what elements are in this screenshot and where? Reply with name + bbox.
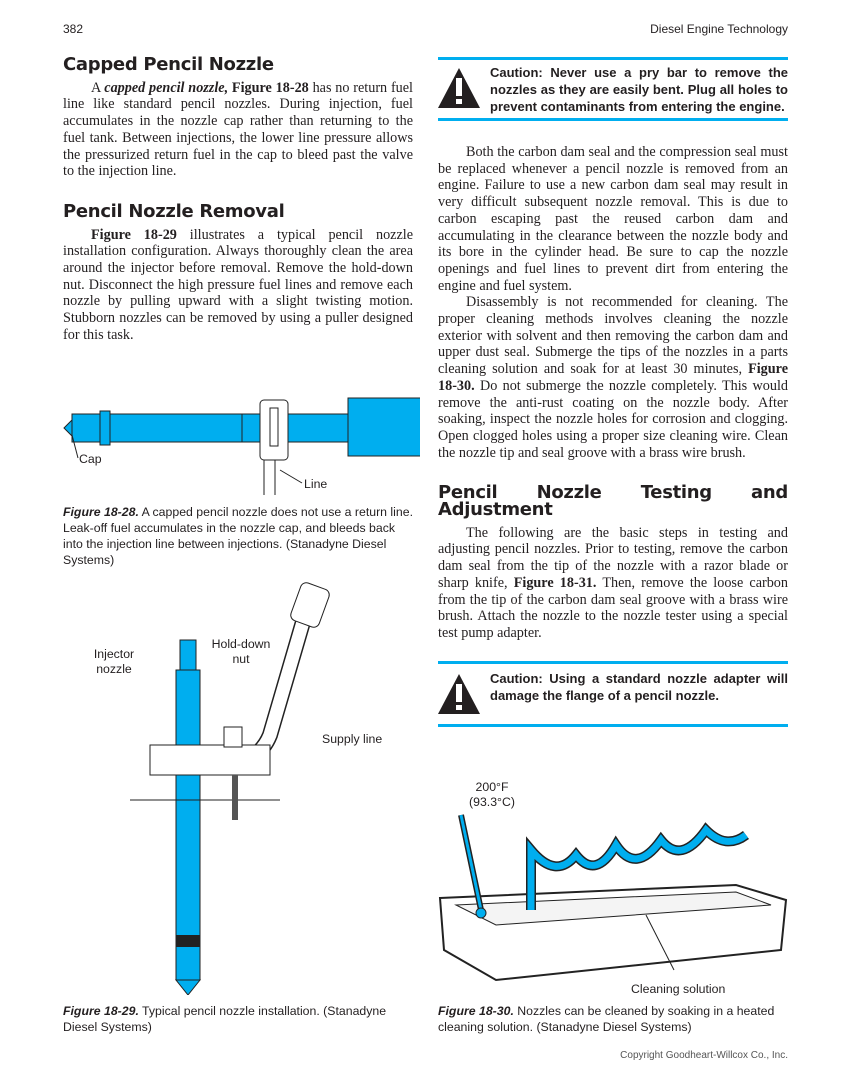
figure-18-28-caption: Figure 18-28. A capped pencil nozzle does not use a return line. Leak-off fuel accumulates in the nozzle cap, and bleeds back into the injection line between injections. (Stanadyne Diesel Systems) [63,505,413,567]
caution-box-pry-bar: Caution: Never use a pry bar to remove the nozzles as they are easily bent. Plug all holes to prevent contaminants from entering the engine. [438,57,788,121]
paragraph: The following are the basic steps in testing and adjusting pencil nozzles. Prior to testing, remove the carbon dam seal from the tip of the nozzle with a razor blade or sharp knife, Figure 18-31. Then, remove the loose carbon from the tip of the carbon dam seal groove with a brass wire brush. Attach the nozzle to the nozzle tester using a special test pump adapter. [438,524,788,641]
label-supply-line: Supply line [322,732,383,746]
figure-18-30-cleaning-tank [436,810,792,990]
page-number: 382 [63,22,84,36]
label-hold-down-nut: Hold-down nut [211,637,271,666]
warning-icon [438,674,480,714]
warning-icon [438,68,480,108]
label-cap: Cap [79,452,102,466]
paragraph: Disassembly is not recommended for cleaning. The proper cleaning methods involves cleaning the nozzle exterior with solvent and then removing the carbon dam and upper dust seal. Submerge the tips of the nozzles in a parts cleaning solution and soak for at least 30 minutes, Figure 18-30. Do not submerge the nozzle completely. This would remove the anti-rust coating on the nozzle body. After soaking, inspect the nozzle holes for corrosion and clogging. Open clogged holes using a proper size cleaning wire. Clean the nozzle tip and seal groove with a brass wire brush. [438,294,788,461]
copyright: Copyright Goodheart-Willcox Co., Inc. [620,1050,788,1061]
left-column [63,54,413,344]
figure-18-29-caption: Figure 18-29. Typical pencil nozzle installation. (Stanadyne Diesel Systems) [63,1004,387,1034]
paragraph: Figure 18-29 illustrates a typical pencil nozzle installation configuration. Always thoroughly clean the area around the injector before removal. Remove the hold-down nut. Disconnect the high pressure fuel lines and remove each nozzle by pulling upward with a slight twisting motion. Stubborn nozzles can be removed by using a puller designed for this task. [63,226,413,343]
label-cleaning-solution: Cleaning solution [631,982,726,996]
paragraph: A capped pencil nozzle, Figure 18-28 has no return fuel line like standard pencil nozzles. During injection, fuel accumulates in the nozzle cap rather than returning to the fuel tank. Between injections, the lower line pressure allows the pressurized return fuel in the cap to bleed past the valve to the injection line. [63,79,413,180]
right-column [438,144,788,642]
paragraph: Both the carbon dam seal and the compression seal must be replaced whenever a pencil nozzle is removed from an engine. Failure to use a new carbon dam seal may result in very difficult subsequent nozzle removal. This is due to carbon escaping past the reused carbon dam and accumulating in the clearance between the nozzle body and its bore in the cylinder head. Be sure to cap the nozzle openings and fuel lines to prevent dirt from entering the engine and fuel system. [438,144,788,294]
label-injector-nozzle: Injector nozzle [93,647,135,676]
heading-testing-adjustment: Pencil Nozzle Testing and Adjustment [438,482,788,521]
figure-18-30-caption: Figure 18-30. Nozzles can be cleaned by soaking in a heated cleaning solution. (Stanadyne Diesel Systems) [438,1004,775,1034]
heading-capped-pencil-nozzle: Capped Pencil Nozzle [63,54,274,75]
label-line: Line [304,477,328,491]
running-header: Diesel Engine Technology [650,22,788,36]
figure-18-28-pencil-nozzle [60,390,420,500]
heading-pencil-nozzle-removal: Pencil Nozzle Removal [63,200,285,222]
caution-box-adapter: Caution: Using a standard nozzle adapter will damage the flange of a pencil nozzle. [438,661,788,727]
label-temperature: 200°F (93.3°C) [469,780,515,809]
